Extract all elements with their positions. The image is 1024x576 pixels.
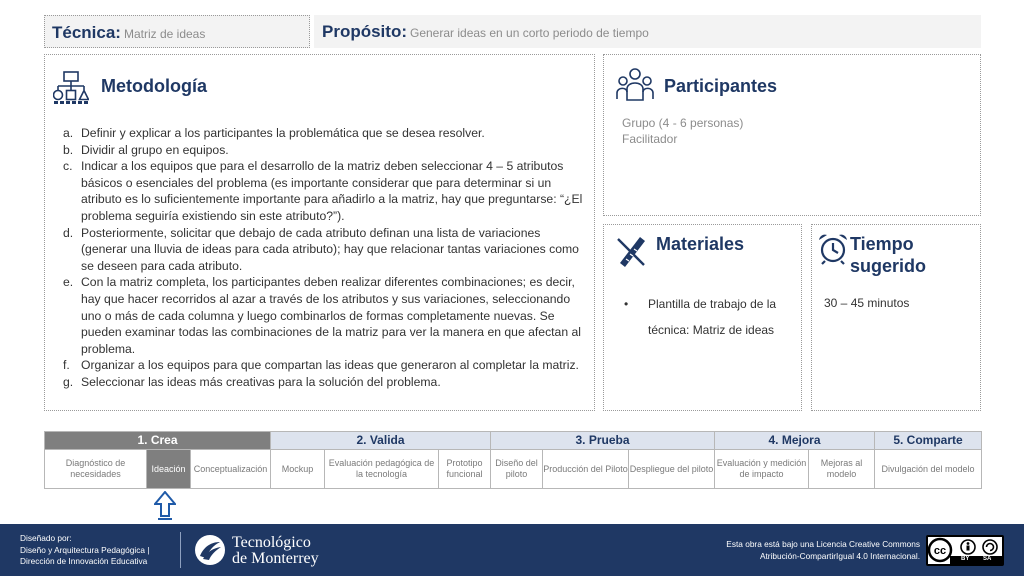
metodologia-panel bbox=[44, 54, 595, 411]
stage-valida: 2. Valida bbox=[271, 432, 491, 450]
step-diseno-piloto: Diseño del piloto bbox=[491, 450, 543, 489]
step-text: Seleccionar las ideas más creativas para la solución del problema. bbox=[81, 374, 441, 389]
stage-mejora: 4. Mejora bbox=[715, 432, 875, 450]
step-mark: c. bbox=[63, 159, 73, 174]
step-prototipo: Prototipo funcional bbox=[439, 450, 491, 489]
people-icon bbox=[616, 67, 654, 101]
alarm-clock-icon bbox=[818, 233, 848, 265]
tiempo-title bbox=[850, 233, 926, 277]
materiales-panel bbox=[603, 224, 802, 411]
step-conceptualizacion: Conceptualización bbox=[191, 450, 271, 489]
cc-sa-label: SA bbox=[983, 556, 992, 562]
participantes-panel bbox=[603, 54, 981, 216]
stage-row bbox=[45, 432, 982, 450]
list-item bbox=[63, 274, 583, 357]
bullet: • bbox=[624, 297, 629, 311]
step-mark: a. bbox=[63, 126, 74, 140]
step-text: Dividir al grupo en equipos. bbox=[81, 142, 229, 157]
flowchart-icon bbox=[53, 71, 89, 105]
brand-name bbox=[232, 535, 319, 567]
brand-line1: Tecnológico bbox=[232, 534, 311, 551]
pencil-ruler-icon bbox=[614, 233, 648, 267]
participantes-group: Grupo (4 - 6 personas) bbox=[622, 116, 744, 130]
step-mejoras: Mejoras al modelo bbox=[809, 450, 875, 489]
cc-badge[interactable] bbox=[926, 535, 1004, 566]
step-evaluacion-impacto: Evaluación y medición de impacto bbox=[715, 450, 809, 489]
tecnica-value: Matriz de ideas bbox=[123, 27, 206, 41]
svg-text:cc: cc bbox=[933, 545, 947, 557]
tec-logo-icon bbox=[194, 534, 226, 566]
stage-crea: 1. Crea bbox=[45, 432, 271, 450]
step-text: Definir y explicar a los participantes la problemática que se desea resolver. bbox=[81, 126, 485, 140]
credits bbox=[20, 533, 149, 568]
step-text: Organizar a los equipos para que compartan las ideas que generaron al completar la matriz. bbox=[81, 358, 579, 373]
tiempo-title-line1: Tiempo bbox=[850, 234, 914, 254]
proposito-title bbox=[322, 22, 649, 42]
step-divulgacion: Divulgación del modelo bbox=[875, 450, 982, 489]
step-despliegue: Despliegue del piloto bbox=[629, 450, 715, 489]
tecnica-title bbox=[52, 23, 205, 43]
list-item bbox=[63, 225, 583, 275]
steps-row bbox=[45, 450, 982, 489]
credits-line3: Dirección de Innovación Educativa bbox=[20, 556, 148, 566]
step-text: Posteriormente, solicitar que debajo de cada atributo definan una lista de variaciones (generar una lluvia de ideas para cada atributo); hay que relacionar tantas variaciones como se deseen para cada atributo. bbox=[81, 225, 579, 273]
license-line1: Esta obra está bajo una Licencia Creative Commons bbox=[726, 539, 920, 549]
steps-list bbox=[63, 125, 583, 391]
step-mark: e. bbox=[63, 275, 74, 290]
metodologia-title: Metodología bbox=[101, 76, 207, 96]
up-arrow-icon bbox=[154, 491, 176, 521]
step-text: Con la matriz completa, los participantes deben realizar diferentes combinaciones; es decir, hay que hacer recorridos al azar a través de los atributos y sus variaciones, seleccionando uno o más de cada columna y luego combinarlos de formas completamente nuevas. Se pueden examinar todas las combinaciones de la matriz para ver la manera en que afectan al problema. bbox=[81, 275, 581, 356]
participantes-title: Participantes bbox=[664, 76, 778, 96]
list-item bbox=[63, 158, 583, 224]
tiempo-panel bbox=[811, 224, 981, 411]
footer bbox=[0, 524, 1024, 576]
stage-prueba: 3. Prueba bbox=[491, 432, 715, 450]
proposito-label: Propósito: bbox=[322, 22, 407, 41]
brand-line2: de Monterrey bbox=[232, 550, 319, 567]
step-mockup: Mockup bbox=[271, 450, 325, 489]
credits-line1: Diseñado por: bbox=[20, 533, 72, 543]
list-item bbox=[624, 291, 794, 343]
stage-comparte: 5. Comparte bbox=[875, 432, 982, 450]
footer-divider bbox=[180, 532, 181, 568]
tecnica-box bbox=[44, 15, 310, 48]
tiempo-title-line2: sugerido bbox=[850, 256, 927, 276]
list-item bbox=[63, 374, 583, 391]
process-table bbox=[44, 431, 982, 489]
materiales-item: Plantilla de trabajo de la técnica: Matriz de ideas bbox=[648, 297, 777, 337]
proposito-value: Generar ideas en un corto periodo de tiempo bbox=[410, 26, 649, 40]
step-text: Indicar a los equipos que para el desarrollo de la matriz deben seleccionar 4 – 5 atributos básicos o esenciales del problema (es importante considerar que para determinar si un atributo es lo suficientemente importante para añadirlo a la matriz, hay que preguntarse: “¿El problema seguiría existiendo sin este atributo?”). bbox=[81, 159, 583, 223]
tecnica-label: Técnica: bbox=[52, 23, 121, 42]
step-produccion-piloto: Producción del Piloto bbox=[543, 450, 629, 489]
list-item bbox=[63, 357, 583, 374]
participantes-facilitator: Facilitador bbox=[622, 132, 678, 146]
step-diagnostico: Diagnóstico de necesidades bbox=[45, 450, 147, 489]
list-item bbox=[63, 125, 583, 142]
license-line2: Atribución-CompartirIgual 4.0 Internacional. bbox=[759, 551, 920, 561]
cc-by-label: BY bbox=[961, 556, 970, 562]
tiempo-value: 30 – 45 minutos bbox=[824, 296, 910, 310]
step-mark: b. bbox=[63, 142, 74, 157]
step-mark: g. bbox=[63, 374, 74, 389]
list-item bbox=[63, 142, 583, 159]
step-ideacion: Ideación bbox=[147, 450, 191, 489]
step-mark: d. bbox=[63, 225, 74, 240]
proposito-box bbox=[314, 15, 981, 48]
license-text bbox=[726, 538, 920, 562]
materiales-title: Materiales bbox=[656, 234, 745, 254]
step-mark: f. bbox=[63, 358, 70, 373]
step-evaluacion-pedagogica: Evaluación pedagógica de la tecnología bbox=[325, 450, 439, 489]
credits-line2: Diseño y Arquitectura Pedagógica | bbox=[20, 544, 150, 555]
